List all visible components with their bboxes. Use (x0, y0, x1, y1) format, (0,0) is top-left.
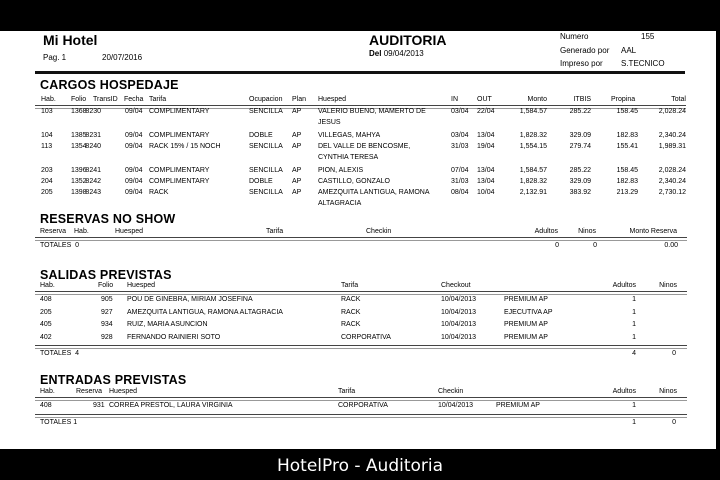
cell-fecha: 09/04 (125, 108, 143, 115)
cell-transid: 8231 (85, 132, 101, 139)
cell-plan: AP (292, 132, 302, 139)
cell-transid: 8242 (85, 178, 101, 185)
noshow-title: RESERVAS NO SHOW (40, 212, 176, 226)
salidas-row (0, 334, 716, 345)
cell-plan: PREMIUM AP (504, 296, 548, 303)
cell-plan: AP (292, 108, 302, 115)
cell-hab: 204 (41, 178, 53, 185)
cell-huesped: FERNANDO RAINIERI SOTO (127, 334, 221, 342)
window-caption: HotelPro - Auditoria (276, 456, 444, 476)
col-monto: Monto (527, 96, 547, 103)
cell-folio: 1354 (71, 143, 87, 150)
total-ninos: 0 (672, 419, 676, 426)
col-itbis: ITBIS (573, 96, 591, 103)
cell-adultos: 1 (632, 402, 636, 409)
cell-hab: 103 (41, 108, 53, 115)
col-huesped: Huesped (115, 228, 144, 235)
col-checkout: Checkout (441, 282, 471, 289)
cell-propina: 182.83 (616, 178, 638, 185)
cell-propina: 182.83 (616, 132, 638, 139)
cell-tarifa: RACK (149, 189, 169, 196)
cell-transid: 8241 (85, 167, 101, 174)
cell-plan: AP (292, 189, 302, 196)
totales-label: TOTALES 0 (40, 242, 80, 249)
totales-label: TOTALES 4 (40, 350, 80, 357)
col-adultos: Adultos (534, 228, 558, 235)
col-fecha: Fecha (124, 96, 144, 103)
cell-propina: 213.29 (616, 189, 638, 196)
cell-tarifa: CORPORATIVA (338, 402, 388, 409)
cell-folio: 934 (101, 321, 113, 329)
cell-hab: 104 (41, 132, 53, 139)
cargos-row-continuation (0, 200, 716, 211)
salidas-row (0, 296, 716, 307)
cell-folio: 1396 (71, 167, 87, 174)
cell-plan: PREMIUM AP (496, 402, 540, 409)
cell-plan: AP (292, 178, 302, 185)
cell-checkout: 10/04/2013 (441, 296, 477, 303)
col-in: IN (451, 96, 458, 103)
cell-hab: 408 (40, 296, 52, 303)
cell-itbis: 285.22 (569, 108, 591, 115)
del-label: Del (369, 49, 382, 58)
cell-tarifa: RACK 15% / 15 NOCH (149, 143, 221, 150)
entradas-title: ENTRADAS PREVISTAS (40, 373, 187, 387)
cell-tarifa: COMPLIMENTARY (149, 167, 210, 174)
generado-label: Generado por (560, 46, 610, 55)
cell-hab: 405 (40, 321, 52, 329)
cell-transid: 8240 (85, 143, 101, 150)
cell-tarifa: RACK (341, 296, 361, 303)
cell-folio: 928 (101, 334, 113, 342)
salidas-footer-divider (35, 345, 687, 349)
total-adultos: 1 (632, 419, 636, 426)
cell-reserva: 931 (93, 402, 105, 409)
col-checkin: Checkin (438, 388, 464, 395)
cargos-row-continuation (0, 119, 716, 130)
cell-in: 08/04 (451, 189, 469, 196)
cell-folio: 1352 (71, 178, 87, 185)
report-date: 09/04/2013 (383, 49, 424, 58)
cell-out: 19/04 (477, 143, 495, 150)
entradas-header-divider (35, 397, 687, 401)
cargos-row (0, 108, 716, 119)
col-huesped: Huesped (109, 388, 138, 395)
cell-plan: AP (292, 143, 302, 150)
cell-huesped-cont: ALTAGRACIA (318, 200, 362, 207)
cargos-row-continuation (0, 154, 716, 165)
cell-itbis: 329.09 (569, 178, 591, 185)
cell-plan: EJECUTIVA AP (504, 308, 553, 316)
cell-ocupacion: SENCILLA (249, 189, 283, 196)
total-ninos: 0 (593, 242, 597, 249)
cell-in: 03/04 (451, 108, 469, 115)
col-transid: TransID (93, 96, 118, 103)
cell-ocupacion: SENCILLA (249, 143, 283, 150)
cell-folio: 905 (101, 296, 113, 303)
cell-itbis: 279.74 (569, 143, 591, 150)
cell-huesped: CASTILLO, GONZALO (318, 178, 390, 185)
cargos-row (0, 132, 716, 143)
cargos-row (0, 167, 716, 178)
cell-propina: 158.45 (616, 108, 638, 115)
salidas-totals-row (0, 350, 716, 361)
col-out: OUT (477, 96, 492, 103)
cell-out: 13/04 (477, 132, 495, 139)
impreso-value: S.TECNICO (621, 59, 665, 68)
cell-folio: 927 (101, 308, 113, 316)
cell-out: 13/04 (477, 178, 495, 185)
cell-checkout: 10/04/2013 (441, 321, 477, 329)
cell-tarifa: RACK (341, 308, 361, 316)
cell-ocupacion: SENCILLA (249, 167, 283, 174)
cell-total: 2,028.24 (658, 167, 686, 174)
col-folio: Folio (71, 96, 87, 103)
cell-huesped: AMEZQUITA LANTIGUA, RAMONA (318, 189, 430, 196)
col-tarifa: Tarifa (149, 96, 167, 103)
cell-plan: AP (292, 167, 302, 174)
col-checkin: Checkin (366, 228, 392, 235)
cell-monto: 1,584.57 (519, 108, 547, 115)
cell-tarifa: COMPLIMENTARY (149, 132, 210, 139)
col-ocupacion: Ocupacion (249, 96, 283, 103)
cell-folio: 1385 (71, 132, 87, 139)
cell-total: 1,989.31 (658, 143, 686, 150)
cell-tarifa: COMPLIMENTARY (149, 108, 210, 115)
cell-itbis: 383.92 (569, 189, 591, 196)
col-hab: Hab. (74, 228, 89, 235)
page-number: Pag. 1 (43, 53, 67, 62)
cell-propina: 158.45 (616, 167, 638, 174)
col-hab: Hab. (40, 388, 55, 395)
cell-total: 2,340.24 (658, 132, 686, 139)
salidas-row (0, 321, 716, 332)
totales-count: 4 (75, 350, 80, 357)
salidas-header-divider (35, 291, 687, 295)
col-adultos: Adultos (612, 282, 636, 289)
cell-fecha: 09/04 (125, 167, 143, 174)
cell-ocupacion: DOBLE (249, 132, 273, 139)
col-adultos: Adultos (612, 388, 636, 395)
cell-fecha: 09/04 (125, 143, 143, 150)
col-tarifa: Tarifa (341, 282, 359, 289)
cell-out: 22/04 (477, 108, 495, 115)
cell-in: 31/03 (451, 178, 469, 185)
cell-itbis: 285.22 (569, 167, 591, 174)
header-divider (35, 71, 685, 74)
cargos-row (0, 143, 716, 154)
totales-label: TOTALES 1 (40, 419, 78, 426)
entradas-totals-row (0, 419, 716, 430)
cell-hab: 113 (41, 143, 53, 150)
noshow-totals-row (0, 242, 716, 253)
cell-adultos: 1 (632, 296, 636, 303)
cell-huesped: POU DE GINEBRA, MIRIAM JOSEFINA (127, 296, 253, 303)
cell-hab: 402 (40, 334, 52, 342)
cell-huesped-cont: CYNTHIA TERESA (318, 154, 379, 161)
cell-huesped: PION, ALEXIS (318, 167, 364, 174)
salidas-title: SALIDAS PREVISTAS (40, 268, 172, 282)
col-huesped: Huesped (127, 282, 156, 289)
cargos-title: CARGOS HOSPEDAJE (40, 78, 179, 92)
col-huesped: Huesped (318, 96, 347, 103)
cell-total: 2,340.24 (658, 178, 686, 185)
report-page (0, 31, 716, 449)
total-ninos: 0 (672, 350, 676, 357)
total-adultos: 0 (555, 242, 559, 249)
col-total: Total (671, 96, 686, 103)
col-hab: Hab. (40, 282, 55, 289)
cargos-row (0, 189, 716, 200)
hotel-name: Mi Hotel (43, 32, 98, 48)
cell-tarifa: CORPORATIVA (341, 334, 391, 342)
cell-monto: 1,554.15 (519, 143, 547, 150)
cell-huesped: CORREA PRESTOL, LAURA VIRGINIA (109, 402, 233, 409)
cell-monto: 1,584.57 (519, 167, 547, 174)
col-plan: Plan (292, 96, 307, 103)
col-tarifa: Tarifa (338, 388, 356, 395)
cell-total: 2,028.24 (658, 108, 686, 115)
entradas-row (0, 402, 716, 413)
cell-huesped: AMEZQUITA LANTIGUA, RAMONA ALTAGRACIA (127, 308, 283, 316)
col-ninos: Ninos (659, 388, 677, 395)
cell-total: 2,730.12 (658, 189, 686, 196)
cell-tarifa: COMPLIMENTARY (149, 178, 210, 185)
cell-plan: PREMIUM AP (504, 334, 548, 342)
cell-adultos: 1 (632, 308, 636, 316)
cell-checkout: 10/04/2013 (441, 334, 477, 342)
cell-huesped: DEL VALLE DE BENCOSME, (318, 143, 411, 150)
cell-hab: 203 (41, 167, 53, 174)
cell-plan: PREMIUM AP (504, 321, 548, 329)
cell-in: 07/04 (451, 167, 469, 174)
cell-adultos: 1 (632, 321, 636, 329)
report-title: AUDITORIA (369, 32, 447, 48)
cell-in: 31/03 (451, 143, 469, 150)
cell-checkin: 10/04/2013 (438, 402, 474, 409)
cell-folio: 1398 (71, 189, 87, 196)
cell-out: 13/04 (477, 167, 495, 174)
cell-propina: 155.41 (616, 143, 638, 150)
totales-count: 0 (75, 242, 80, 249)
cell-hab: 408 (40, 402, 52, 409)
cell-monto: 1,828.32 (519, 132, 547, 139)
total-adultos: 4 (632, 350, 636, 357)
numero-value: 155 (641, 32, 655, 41)
cell-transid: 8230 (85, 108, 101, 115)
col-hab: Hab. (41, 96, 56, 103)
cell-monto: 1,828.32 (519, 178, 547, 185)
entradas-footer-divider (35, 414, 687, 418)
cell-monto: 2,132.91 (519, 189, 547, 196)
impreso-label: Impreso por (560, 59, 603, 68)
total-monto: 0.00 (664, 242, 678, 249)
col-tarifa: Tarifa (266, 228, 284, 235)
numero-label: Numero (560, 32, 589, 41)
cell-out: 10/04 (477, 189, 495, 196)
noshow-header-divider (35, 237, 687, 241)
cell-huesped-cont: JESUS (318, 119, 341, 126)
cell-adultos: 1 (632, 334, 636, 342)
cell-transid: 8243 (85, 189, 101, 196)
cell-huesped: VALERIO BUENO, MAMERTO DE (318, 108, 426, 115)
cell-ocupacion: DOBLE (249, 178, 273, 185)
generado-value: AAL (621, 46, 637, 55)
cell-fecha: 09/04 (125, 178, 143, 185)
cell-fecha: 09/04 (125, 189, 143, 196)
cell-in: 03/04 (451, 132, 469, 139)
cell-fecha: 09/04 (125, 132, 143, 139)
cell-checkout: 10/04/2013 (441, 308, 477, 316)
cell-ocupacion: SENCILLA (249, 108, 283, 115)
cell-itbis: 329.09 (569, 132, 591, 139)
col-ninos: Ninos (578, 228, 596, 235)
report-date-line (369, 49, 424, 58)
cell-tarifa: RACK (341, 321, 361, 329)
col-ninos: Ninos (659, 282, 677, 289)
cell-hab: 205 (41, 189, 53, 196)
col-propina: Propina (611, 96, 636, 103)
col-folio: Folio (98, 282, 114, 289)
col-reserva: Reserva (76, 388, 103, 395)
col-reserva: Reserva (40, 228, 67, 235)
cell-hab: 205 (40, 308, 52, 316)
cell-huesped: RUIZ, MARIA ASUNCION (127, 321, 208, 329)
cell-folio: 1368 (71, 108, 87, 115)
totales-count: 1 (73, 419, 78, 426)
col-monto-reserva: Monto Reserva (629, 228, 677, 235)
salidas-row (0, 309, 716, 320)
cargos-row (0, 178, 716, 189)
cell-huesped: VILLEGAS, MAHYA (318, 132, 381, 139)
print-date: 20/07/2016 (102, 53, 143, 62)
